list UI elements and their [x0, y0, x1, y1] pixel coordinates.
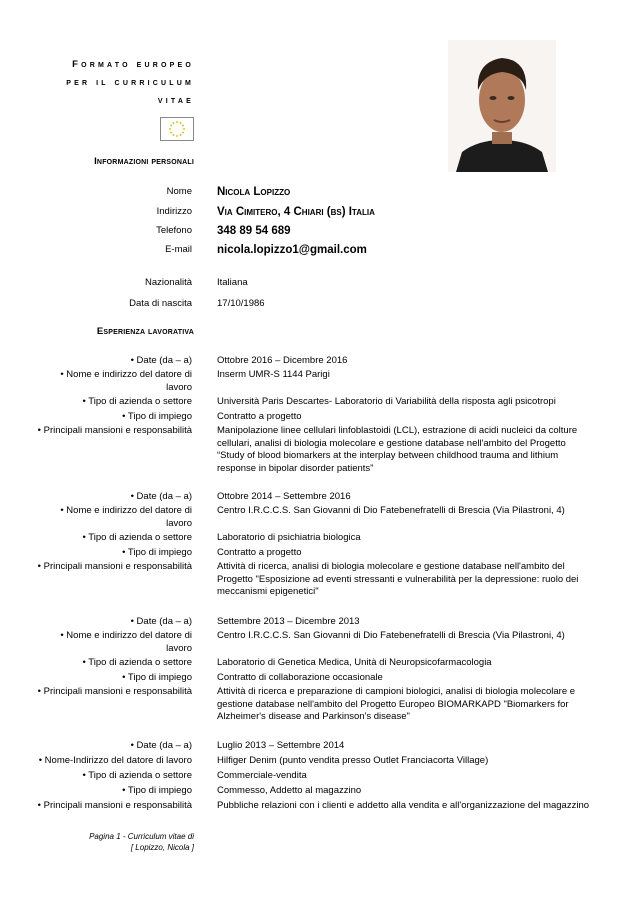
sector-value: Laboratorio di psichiatria biologica [217, 532, 361, 543]
phone-value: 348 89 54 689 [217, 225, 291, 237]
type-label: • Tipo di impiego [122, 411, 192, 422]
personal-info-title-text: Informazioni personali [94, 156, 194, 167]
email-value: nicola.lopizzo1@gmail.com [217, 244, 367, 256]
cv-header-title [0, 56, 194, 110]
duties-label: • Principali mansioni e responsabilità [37, 561, 192, 572]
birthdate-label: Data di nascita [129, 298, 192, 309]
type-label: • Tipo di impiego [122, 785, 192, 796]
sector-value: Commerciale-vendita [217, 770, 307, 781]
duties-label: • Principali mansioni e responsabilità [37, 425, 192, 436]
type-value: Contratto a progetto [217, 411, 302, 422]
date-value: Settembre 2013 – Dicembre 2013 [217, 616, 360, 627]
sector-value: Laboratorio di Genetica Medica, Unità di Neuropsicofarmacologia [217, 657, 492, 668]
duties-label: • Principali mansioni e responsabilità [37, 800, 192, 811]
date-label: • Date (da – a) [130, 740, 192, 751]
nationality-label: Nazionalità [145, 277, 192, 288]
header-line-1: Formato europeo [72, 59, 194, 70]
type-label: • Tipo di impiego [122, 547, 192, 558]
employer-label: • Nome-Indirizzo del datore di lavoro [38, 755, 192, 766]
header-line-2: per il curriculum [66, 77, 194, 88]
type-value: Contratto di collaborazione occasionale [217, 672, 383, 683]
duties-value: Attività di ricerca e preparazione di campioni biologici, analisi di biologia molecolare e gestione database nell'ambito del Progetto Europeo BIOMARKAPD "Biomarkers for Alzheimer's disease and Parkinson's disease" [217, 686, 576, 722]
birthdate-value: 17/10/1986 [217, 298, 265, 309]
date-value: Luglio 2013 – Settembre 2014 [217, 740, 345, 751]
name-label: Nome [166, 186, 192, 197]
employer-label: • Nome e indirizzo del datore di lavoro [60, 630, 192, 654]
email-label: E-mail [165, 244, 192, 255]
header-line-3: vitae [157, 95, 194, 106]
experience-title [0, 326, 194, 337]
nationality-value: Italiana [217, 277, 248, 288]
sector-value: Università Paris Descartes- Laboratorio di Variabilità della risposta agli psicotropi [217, 396, 556, 407]
page-footer [0, 831, 194, 853]
experience-title-text: Esperienza lavorativa [96, 326, 194, 337]
date-label: • Date (da – a) [130, 491, 192, 502]
name-value: Nicola Lopizzo [217, 186, 291, 198]
portrait-photo [448, 40, 556, 172]
sector-label: • Tipo di azienda o settore [82, 396, 192, 407]
employer-value: Centro I.R.C.C.S. San Giovanni di Dio Fatebenefratelli di Brescia (Via Pilastroni, 4) [217, 505, 565, 516]
employer-label: • Nome e indirizzo del datore di lavoro [60, 505, 192, 529]
duties-value: Pubbliche relazioni con i clienti e addetto alla vendita e all'organizzazione del magazzino [217, 800, 590, 811]
eu-flag-icon [160, 117, 194, 141]
employer-label: • Nome e indirizzo del datore di lavoro [60, 369, 192, 393]
sector-label: • Tipo di azienda o settore [82, 770, 192, 781]
sector-label: • Tipo di azienda o settore [82, 657, 192, 668]
personal-info-title [0, 156, 194, 167]
employer-value: Hilfiger Denim (punto vendita presso Outlet Franciacorta Village) [217, 755, 489, 766]
type-value: Contratto a progetto [217, 547, 302, 558]
date-label: • Date (da – a) [130, 616, 192, 627]
address-value: Via Cimitero, 4 Chiari (bs) Italia [217, 206, 375, 218]
date-value: Ottobre 2016 – Dicembre 2016 [217, 355, 348, 366]
employer-value: Centro I.R.C.C.S. San Giovanni di Dio Fatebenefratelli di Brescia (Via Pilastroni, 4) [217, 630, 565, 641]
type-value: Commesso, Addetto al magazzino [217, 785, 362, 796]
footer-line-2: [ Lopizzo, Nicola ] [130, 843, 194, 852]
phone-label: Telefono [156, 225, 192, 236]
employer-value: Inserm UMR-S 1144 Parigi [217, 369, 330, 380]
sector-label: • Tipo di azienda o settore [82, 532, 192, 543]
address-label: Indirizzo [156, 206, 192, 217]
duties-value: Manipolazione linee cellulari linfoblastoidi (LCL), estrazione di acidi nucleici da colture cellulari, analisi di biologia molecolare e gestione database nell'ambito del Progetto “Study of blood biomarkers at the interplay between childhood trauma and lithium response in bipolar disorder patients” [217, 425, 578, 474]
duties-value: Attività di ricerca, analisi di biologia molecolare e gestione database nell'ambito del Progetto "Esposizione ad eventi stressanti e vulnerabilità per la depressione: ruolo dei meccanismi epigenetici" [217, 561, 579, 597]
date-value: Ottobre 2014 – Settembre 2016 [217, 491, 351, 502]
footer-line-1: Pagina 1 - Curriculum vitae di [89, 832, 194, 841]
date-label: • Date (da – a) [130, 355, 192, 366]
duties-label: • Principali mansioni e responsabilità [37, 686, 192, 697]
type-label: • Tipo di impiego [122, 672, 192, 683]
